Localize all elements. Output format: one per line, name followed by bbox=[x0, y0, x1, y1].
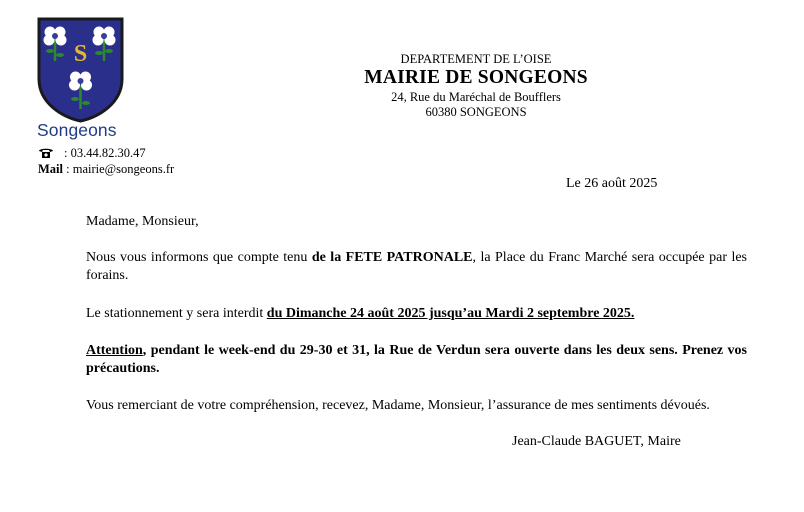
department-line: DEPARTEMENT DE L’OISE bbox=[400, 52, 552, 66]
mail-address: : mairie@songeons.fr bbox=[63, 162, 175, 176]
p2-text: Le stationnement y sera interdit bbox=[86, 306, 267, 321]
crest-town-name: Songeons bbox=[37, 120, 117, 140]
paragraph-fete bbox=[86, 249, 747, 285]
letter-date: Le 26 août 2025 bbox=[566, 176, 658, 191]
address-line-1: 24, Rue du Maréchal de Boufflers bbox=[391, 90, 561, 104]
contact-block bbox=[38, 145, 174, 177]
p1-text-a: Nous vous informons que compte tenu bbox=[86, 250, 312, 265]
paragraph-closing: Vous remerciant de votre compréhension, recevez, Madame, Monsieur, l’assurance de mes sentiments dévoués. bbox=[86, 398, 710, 413]
phone-number: : 03.44.82.30.47 bbox=[64, 146, 146, 160]
address-line-2: 60380 SONGEONS bbox=[425, 105, 527, 119]
attention-text: , pendant le week-end du 29-30 et 31, la Rue de Verdun sera ouverte dans les deux sens. Prenez vos précautions. bbox=[86, 343, 747, 376]
p1-event-name: de la FETE PATRONALE bbox=[311, 250, 473, 265]
salutation: Madame, Monsieur, bbox=[86, 214, 199, 229]
songeons-coat-of-arms bbox=[37, 17, 124, 123]
telephone-icon bbox=[38, 147, 54, 159]
p1-text-b: , la Place du Franc Marché sera occupée par les forains. bbox=[86, 250, 747, 283]
mail-row bbox=[38, 161, 174, 177]
town-hall-title: MAIRIE DE SONGEONS bbox=[364, 67, 588, 88]
attention-label: Attention bbox=[86, 343, 143, 358]
crest-letter: S bbox=[73, 41, 88, 67]
mail-label: Mail bbox=[38, 162, 63, 176]
p2-dates: du Dimanche 24 août 2025 jusqu’au Mardi 2 septembre 2025. bbox=[266, 306, 635, 321]
paragraph-attention bbox=[86, 342, 747, 378]
letterhead bbox=[336, 53, 616, 120]
paragraph-parking bbox=[86, 305, 747, 323]
signature: Jean-Claude BAGUET, Maire bbox=[512, 434, 681, 449]
phone-row bbox=[38, 145, 174, 161]
